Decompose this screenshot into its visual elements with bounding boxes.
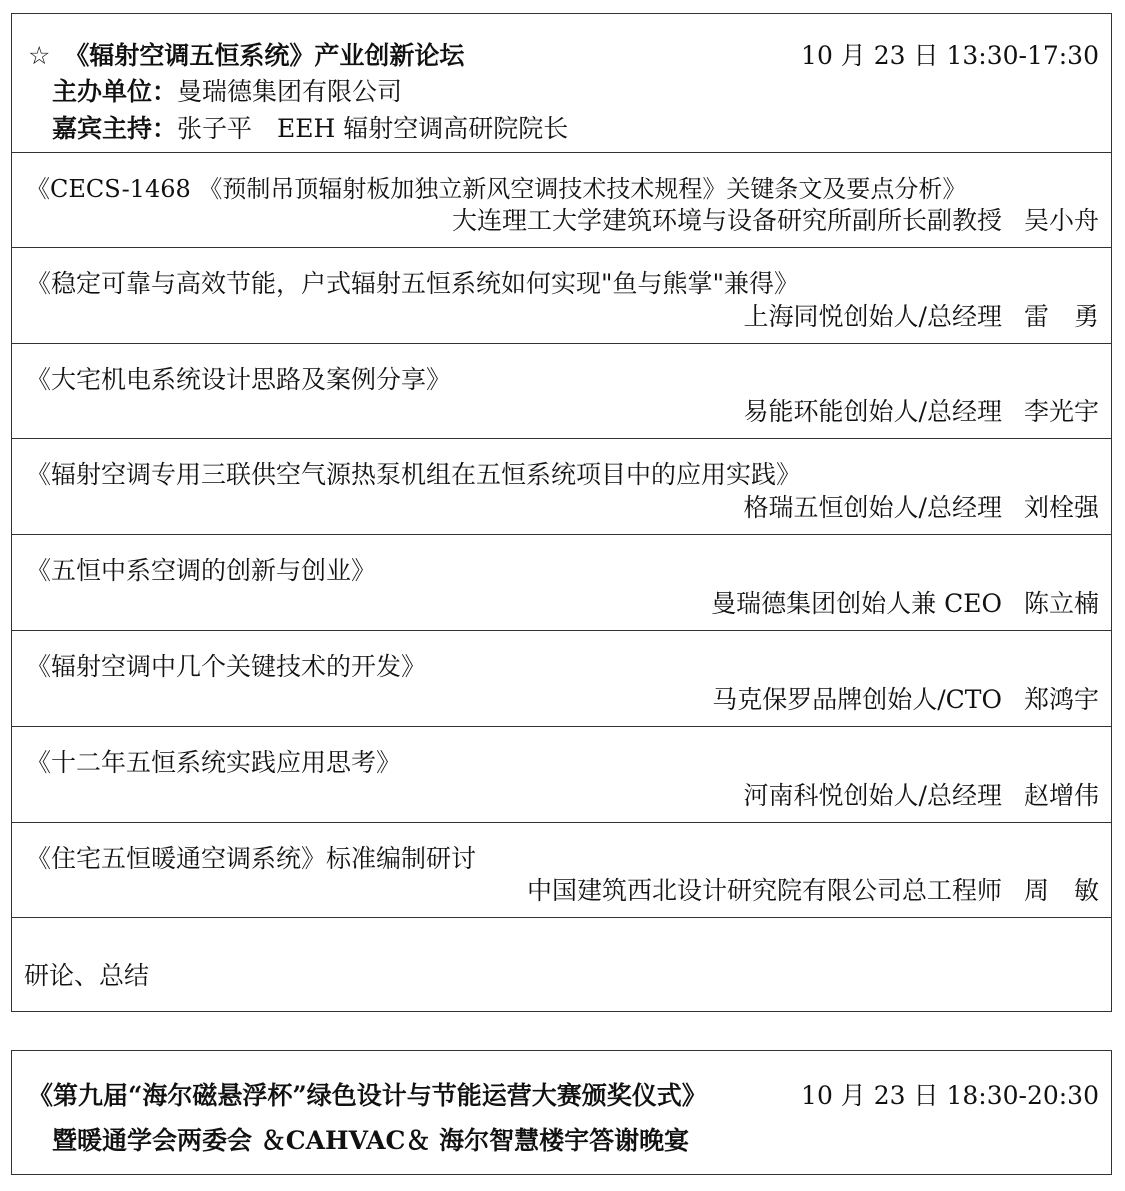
speaker-title: 易能环能创始人/总经理 [743, 397, 1002, 426]
session-topic: 《辐射空调中几个关键技术的开发》 [26, 652, 427, 681]
speaker-title: 马克保罗品牌创始人/CTO [712, 685, 1002, 714]
session-row [12, 630, 1111, 726]
session-speaker [452, 201, 1099, 237]
session-row [12, 822, 1111, 917]
session-topic: 《大宅机电系统设计思路及案例分享》 [26, 365, 452, 394]
forum-header [12, 14, 1111, 152]
organizer-label: 主办单位： [52, 77, 178, 106]
session-speaker [711, 584, 1099, 620]
session-row [12, 152, 1111, 247]
session-speaker [744, 297, 1099, 333]
speaker-name: 陈立楠 [1023, 589, 1099, 618]
speaker-title: 格瑞五恒创始人/总经理 [743, 493, 1002, 522]
speaker-title: 曼瑞德集团创始人兼 CEO [711, 589, 1002, 618]
session-row [12, 343, 1111, 438]
closing-row [12, 917, 1111, 1014]
speaker-name: 李光宇 [1023, 397, 1099, 426]
session-row [12, 438, 1111, 534]
speaker-title: 大连理工大学建筑环境与设备研究所副所长副教授 [451, 206, 1002, 235]
session-speaker [744, 488, 1099, 524]
session-speaker [712, 680, 1099, 716]
session-topic: 《辐射空调专用三联供空气源热泵机组在五恒系统项目中的应用实践》 [26, 460, 802, 489]
session-topic: 《五恒中系空调的创新与创业》 [26, 556, 377, 585]
organizer-value: 曼瑞德集团有限公司 [177, 77, 403, 106]
speaker-title: 河南科悦创始人/总经理 [743, 781, 1002, 810]
session-speaker [744, 392, 1099, 428]
forum-title: 《辐射空调五恒系统》产业创新论坛 [64, 41, 465, 70]
speaker-title: 上海同悦创始人/总经理 [743, 302, 1002, 331]
session-row [12, 726, 1111, 822]
speaker-name: 吴小舟 [1023, 206, 1099, 235]
star-icon: ☆ [28, 41, 51, 70]
session-row [12, 534, 1111, 630]
closing-text: 研论、总结 [24, 961, 150, 990]
host-row [52, 109, 568, 145]
session-topic: 《稳定可靠与高效节能，户式辐射五恒系统如何实现"鱼与熊掌"兼得》 [26, 269, 800, 298]
session-topic: 《CECS-1468 《预制吊顶辐射板加独立新风空调技术技术规程》关键条文及要点分析》 [26, 175, 967, 203]
speaker-title: 中国建筑西北设计研究院有限公司总工程师 [526, 876, 1002, 905]
ceremony-title: 《第九届“海尔磁悬浮杯”绿色设计与节能运营大赛颁奖仪式》 [28, 1081, 707, 1110]
session-speaker [527, 871, 1099, 907]
ceremony-box [11, 1050, 1112, 1175]
forum-agenda-table [11, 13, 1112, 1012]
speaker-name: 赵增伟 [1023, 781, 1099, 810]
session-speaker [744, 776, 1099, 812]
speaker-name: 郑鸿宇 [1023, 685, 1099, 714]
forum-title-row [28, 36, 1099, 72]
speaker-name: 周 敏 [1023, 876, 1099, 905]
forum-datetime: 10 月 23 日 13:30-17:30 [801, 41, 1099, 70]
ceremony-title-row [28, 1076, 1099, 1112]
host-label: 嘉宾主持： [52, 114, 178, 143]
session-topic: 《住宅五恒暖通空调系统》标准编制研讨 [26, 844, 477, 873]
session-row [12, 247, 1111, 343]
ceremony-datetime: 10 月 23 日 18:30-20:30 [801, 1081, 1099, 1110]
session-topic: 《十二年五恒系统实践应用思考》 [26, 748, 402, 777]
speaker-name: 雷 勇 [1023, 302, 1099, 331]
speaker-name: 刘栓强 [1023, 493, 1099, 522]
host-value: 张子平 EEH 辐射空调高研院院长 [177, 114, 569, 143]
ceremony-subtitle: 暨暖通学会两委会 ＆CAHVAC＆ 海尔智慧楼宇答谢晚宴 [52, 1126, 690, 1155]
organizer-row [52, 72, 402, 108]
